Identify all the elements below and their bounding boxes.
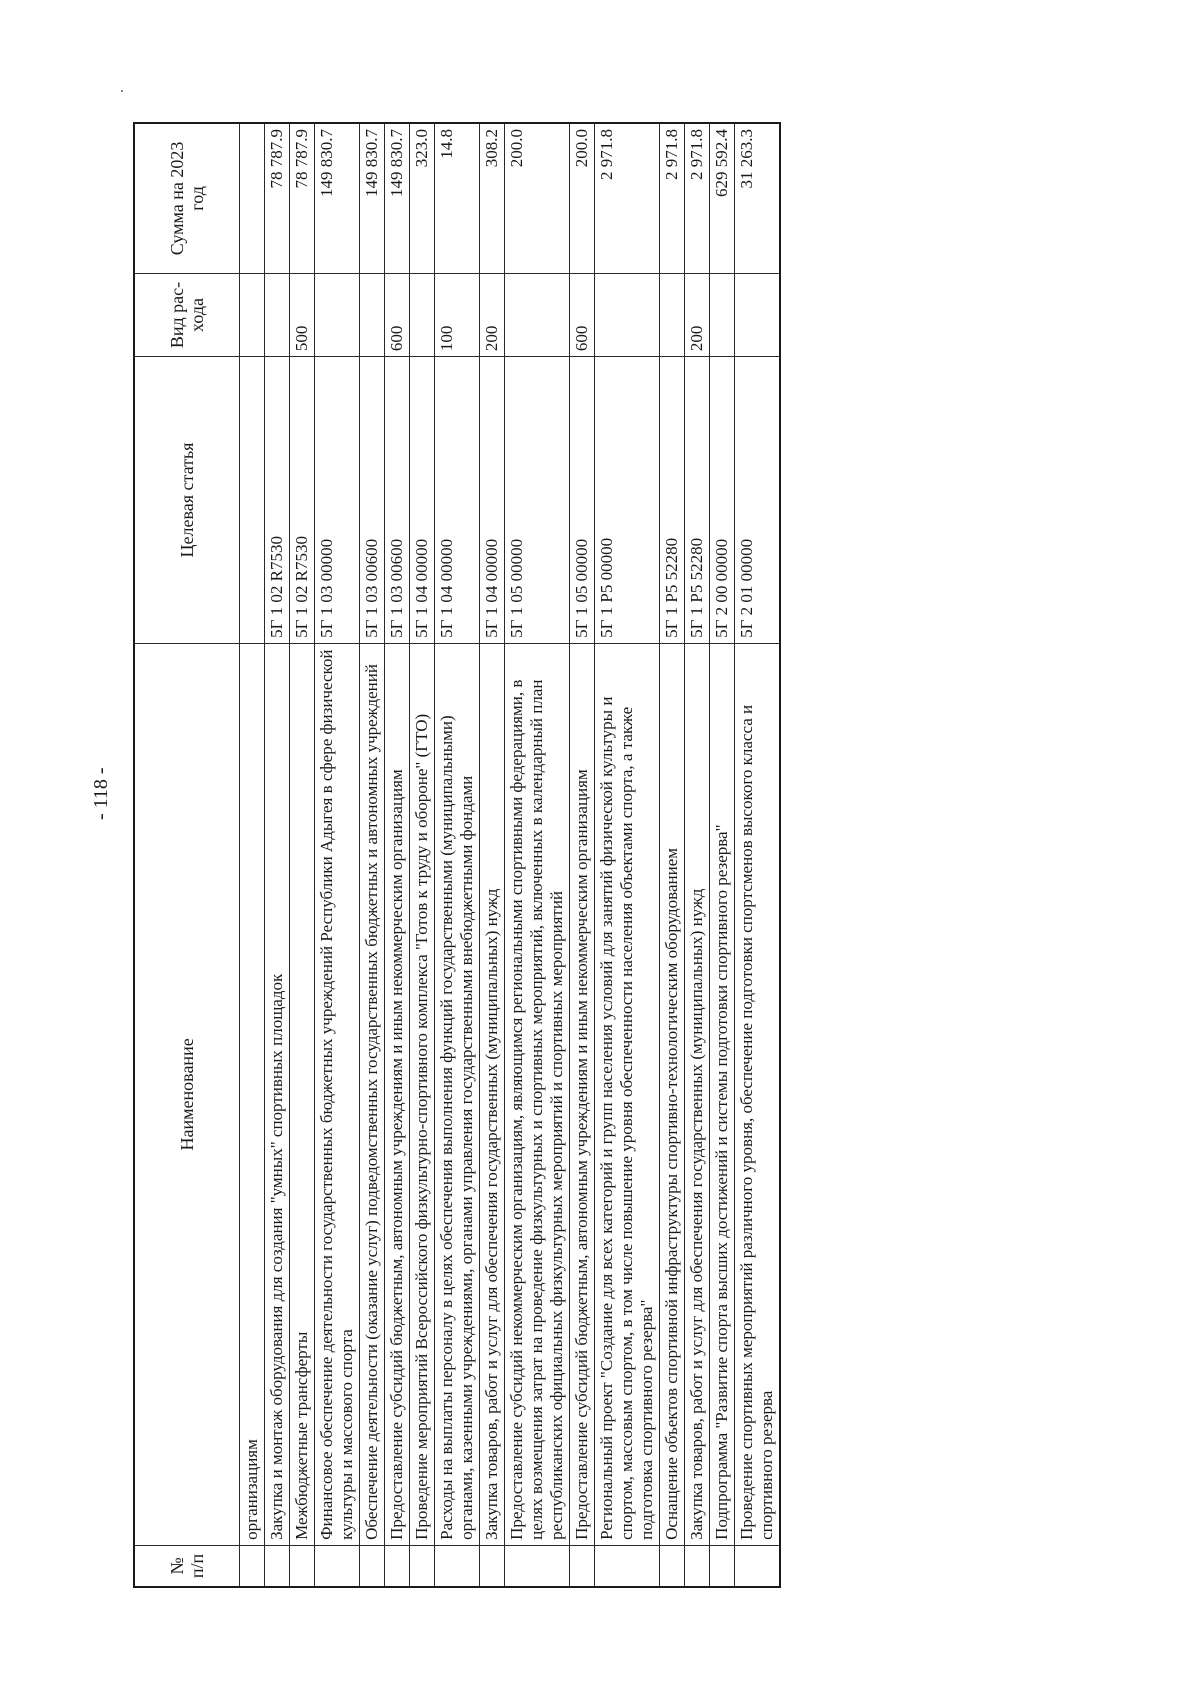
header-amount: Сумма на 2023 год — [134, 123, 240, 273]
cell-num — [480, 1545, 505, 1587]
cell-type: 100 — [435, 273, 480, 356]
cell-type — [410, 273, 435, 356]
cell-code: 5Г 1 04 00000 — [480, 357, 505, 644]
table-row — [265, 123, 290, 1587]
cell-name: Предоставление субсидий бюджетным, автономным учреждениям и иным некоммерческим организациям — [570, 643, 595, 1545]
cell-code: 5Г 1 P5 52280 — [660, 357, 685, 644]
cell-type — [265, 273, 290, 356]
cell-amount: 2 971.8 — [685, 123, 710, 273]
header-name: Наименование — [134, 643, 240, 1545]
cell-num — [710, 1545, 735, 1587]
table-row — [710, 123, 735, 1587]
cell-type — [595, 273, 660, 356]
cell-code: 5Г 1 P5 00000 — [595, 357, 660, 644]
cell-code: 5Г 1 03 00000 — [315, 357, 360, 644]
cell-num — [360, 1545, 385, 1587]
scan-speck — [121, 90, 123, 92]
cell-num — [685, 1545, 710, 1587]
cell-amount: 149 830.7 — [360, 123, 385, 273]
table-row — [315, 123, 360, 1587]
header-code: Целевая статья — [134, 357, 240, 644]
cell-amount: 78 787.9 — [290, 123, 315, 273]
table-row — [660, 123, 685, 1587]
cell-num — [570, 1545, 595, 1587]
table-row — [570, 123, 595, 1587]
table-row — [410, 123, 435, 1587]
table-row — [385, 123, 410, 1587]
cell-amount: 323.0 — [410, 123, 435, 273]
budget-table-sheet — [133, 122, 1063, 1588]
cell-amount: 629 592.4 — [710, 123, 735, 273]
cell-type: 600 — [570, 273, 595, 356]
cell-amount: 2 971.8 — [660, 123, 685, 273]
table-row — [595, 123, 660, 1587]
cell-name: Предоставление субсидий некоммерческим организациям, являющимся региональными спортивными федерациями, в целях возмещения затрат на проведение физкультурных и спортивных мероприятий, включенных в календарный план республиканских официальных физкультурных мероприятий и спортивных мероприятий — [505, 643, 570, 1545]
cell-name: Оснащение объектов спортивной инфраструктуры спортивно-технологическим оборудованием — [660, 643, 685, 1545]
cell-type — [360, 273, 385, 356]
cell-amount: 200.0 — [570, 123, 595, 273]
cell-num — [240, 1545, 265, 1587]
cell-amount: 149 830.7 — [385, 123, 410, 273]
cell-name: Закупка товаров, работ и услуг для обеспечения государственных (муниципальных) нужд — [685, 643, 710, 1545]
table-row — [240, 123, 265, 1587]
cell-num — [505, 1545, 570, 1587]
cell-type: 500 — [290, 273, 315, 356]
cell-type — [660, 273, 685, 356]
cell-code: 5Г 1 04 00000 — [410, 357, 435, 644]
cell-type — [505, 273, 570, 356]
cell-amount: 78 787.9 — [265, 123, 290, 273]
header-type: Вид рас- хода — [134, 273, 240, 356]
cell-amount: 2 971.8 — [595, 123, 660, 273]
table-row — [685, 123, 710, 1587]
cell-type: 200 — [685, 273, 710, 356]
cell-num — [735, 1545, 781, 1587]
cell-amount: 31 263.3 — [735, 123, 781, 273]
cell-name: организациям — [240, 643, 265, 1545]
cell-name: Расходы на выплаты персоналу в целях обеспечения выполнения функций государственными (муниципальными) органами, казенными учреждениями, органами управления государственными внебюджетными фондами — [435, 643, 480, 1545]
cell-code: 5Г 1 03 00600 — [360, 357, 385, 644]
cell-type — [315, 273, 360, 356]
cell-code: 5Г 2 00 00000 — [710, 357, 735, 644]
cell-amount: 149 830.7 — [315, 123, 360, 273]
page-number: - 118 - — [90, 767, 112, 820]
cell-code: 5Г 1 04 00000 — [435, 357, 480, 644]
cell-num — [595, 1545, 660, 1587]
table-row — [290, 123, 315, 1587]
cell-num — [660, 1545, 685, 1587]
cell-code: 5Г 2 01 00000 — [735, 357, 781, 644]
cell-num — [315, 1545, 360, 1587]
cell-name: Подпрограмма "Развитие спорта высших достижений и системы подготовки спортивного резерва" — [710, 643, 735, 1545]
cell-code: 5Г 1 03 00600 — [385, 357, 410, 644]
cell-type — [240, 273, 265, 356]
cell-name: Закупка товаров, работ и услуг для обеспечения государственных (муниципальных) нужд — [480, 643, 505, 1545]
cell-amount: 308.2 — [480, 123, 505, 273]
cell-name: Межбюджетные трансферты — [290, 643, 315, 1545]
cell-code: 5Г 1 02 R7530 — [290, 357, 315, 644]
table-row — [480, 123, 505, 1587]
cell-name: Региональный проект "Создание для всех категорий и групп населения условий для занятий физической культуры и спортом, массовым спортом, в том числе повышение уровня обеспеченности населения объектами спорта, а также подготовка спортивного резерва" — [595, 643, 660, 1545]
cell-num — [265, 1545, 290, 1587]
cell-num — [290, 1545, 315, 1587]
cell-code: 5Г 1 02 R7530 — [265, 357, 290, 644]
cell-code: 5Г 1 P5 52280 — [685, 357, 710, 644]
cell-name: Финансовое обеспечение деятельности государственных бюджетных учреждений Республики Адыгея в сфере физической культуры и массового спорта — [315, 643, 360, 1545]
cell-num — [435, 1545, 480, 1587]
cell-num — [410, 1545, 435, 1587]
table-header-row — [134, 123, 240, 1587]
cell-name: Проведение спортивных мероприятий различного уровня, обеспечение подготовки спортсменов высокого класса и спортивного резерва — [735, 643, 781, 1545]
cell-code: 5Г 1 05 00000 — [570, 357, 595, 644]
table-row — [360, 123, 385, 1587]
table-row — [505, 123, 570, 1587]
cell-code: 5Г 1 05 00000 — [505, 357, 570, 644]
cell-type — [735, 273, 781, 356]
cell-type: 600 — [385, 273, 410, 356]
cell-type: 200 — [480, 273, 505, 356]
cell-num — [385, 1545, 410, 1587]
cell-name: Предоставление субсидий бюджетным, автономным учреждениям и иным некоммерческим организациям — [385, 643, 410, 1545]
cell-type — [710, 273, 735, 356]
cell-code — [240, 357, 265, 644]
table-row — [735, 123, 781, 1587]
cell-amount — [240, 123, 265, 273]
table-row — [435, 123, 480, 1587]
header-num: № п/п — [134, 1545, 240, 1587]
cell-amount: 14.8 — [435, 123, 480, 273]
cell-name: Закупка и монтаж оборудования для создания "умных" спортивных площадок — [265, 643, 290, 1545]
cell-amount: 200.0 — [505, 123, 570, 273]
cell-name: Проведение мероприятий Всероссийского физкультурно-спортивного комплекса "Готов к труду и обороне" (ГТО) — [410, 643, 435, 1545]
cell-name: Обеспечение деятельности (оказание услуг) подведомственных государственных бюджетных и автономных учреждений — [360, 643, 385, 1545]
budget-table — [133, 122, 781, 1588]
